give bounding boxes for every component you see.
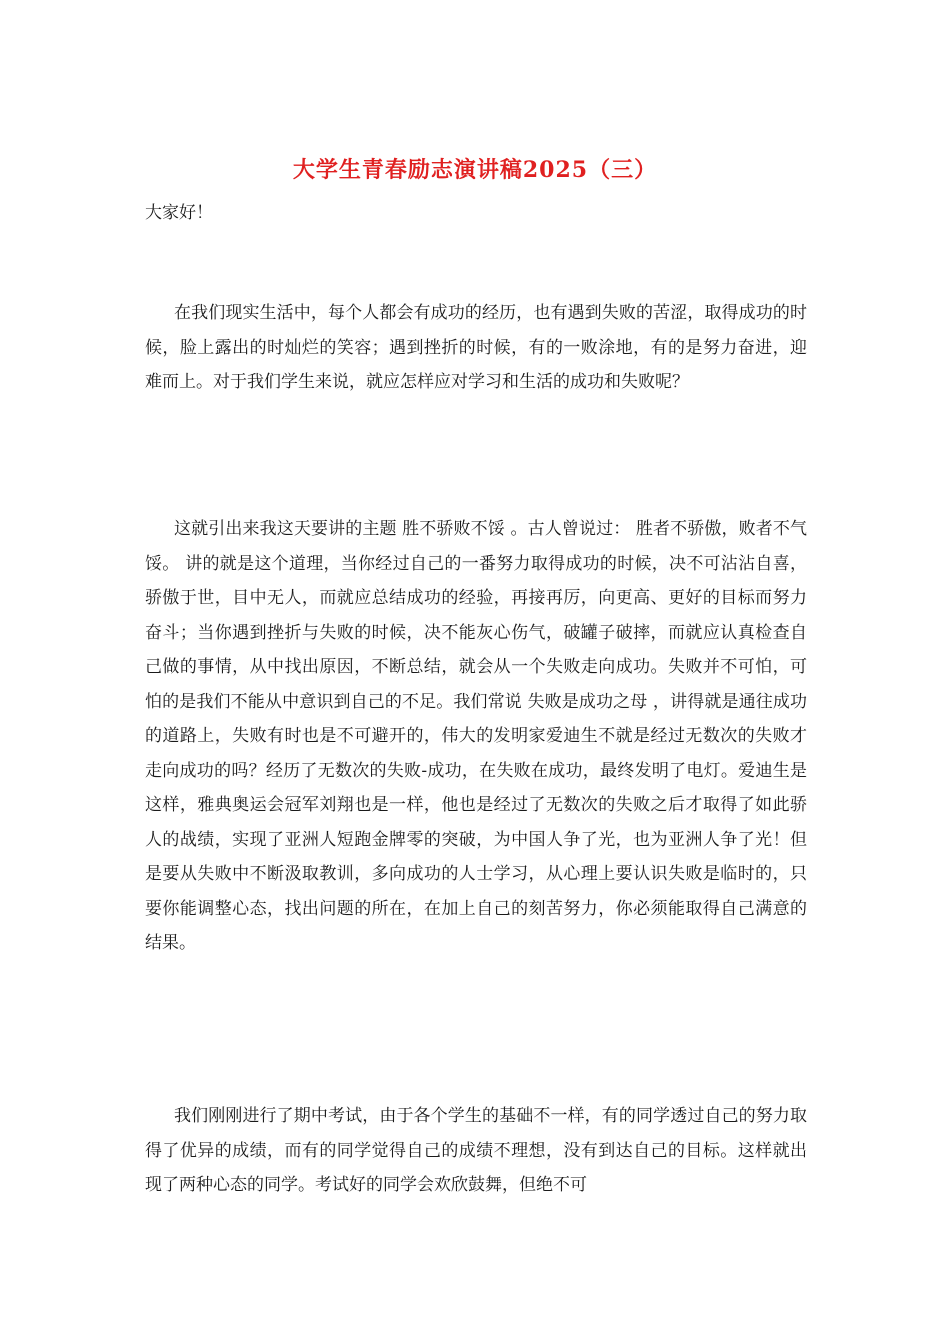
- document-title: 大学生青春励志演讲稿2025（三）: [292, 157, 658, 183]
- paragraph-3: 我们刚刚进行了期中考试，由于各个学生的基础不一样，有的同学透过自己的努力取得了优异的成绩，而有的同学觉得自己的成绩不理想，没有到达自己的目标。这样就出现了两种心态的同学。考试好的同学会欢欣鼓舞，但绝不可: [145, 1106, 807, 1195]
- greeting: 大家好！: [145, 203, 213, 223]
- paragraph-1: 在我们现实生活中，每个人都会有成功的经历，也有遇到失败的苦涩，取得成功的时候，脸上露出的时灿烂的笑容；遇到挫折的时候，有的一败涂地，有的是努力奋进，迎难而上。对于我们学生来说，就应怎样应对学习和生活的成功和失败呢？: [145, 303, 807, 392]
- paragraph-2: 这就引出来我这天要讲的主题 胜不骄败不馁 。古人曾说过： 胜者不骄傲，败者不气馁。 讲的就是这个道理，当你经过自己的一番努力取得成功的时候，决不可沾沾自喜，骄傲于世，目中无人，而就应总结成功的经验，再接再厉，向更高、更好的目标而努力奋斗；当你遇到挫折与失败的时候，决不能灰心伤气，破罐子破摔，而就应认真检查自己做的事情，从中找出原因，不断总结，就会从一个失败走向成功。失败并不可怕，可怕的是我们不能从中意识到自己的不足。我们常说 失败是成功之母 ，讲得就是通往成功的道路上，失败有时也是不可避开的，伟大的发明家爱迪生不就是经过无数次的失败才走向成功的吗？经历了无数次的失败-成功，在失败在成功，最终发明了电灯。爱迪生是这样，雅典奥运会冠军刘翔也是一样，他也是经过了无数次的失败之后才取得了如此骄人的战绩，实现了亚洲人短跑金牌零的突破，为中国人争了光，也为亚洲人争了光！但是要从失败中不断汲取教训，多向成功的人士学习，从心理上要认识失败是临时的，只要你能调整心态，找出问题的所在，在加上自己的刻苦努力，你必须能取得自己满意的结果。: [145, 519, 807, 953]
